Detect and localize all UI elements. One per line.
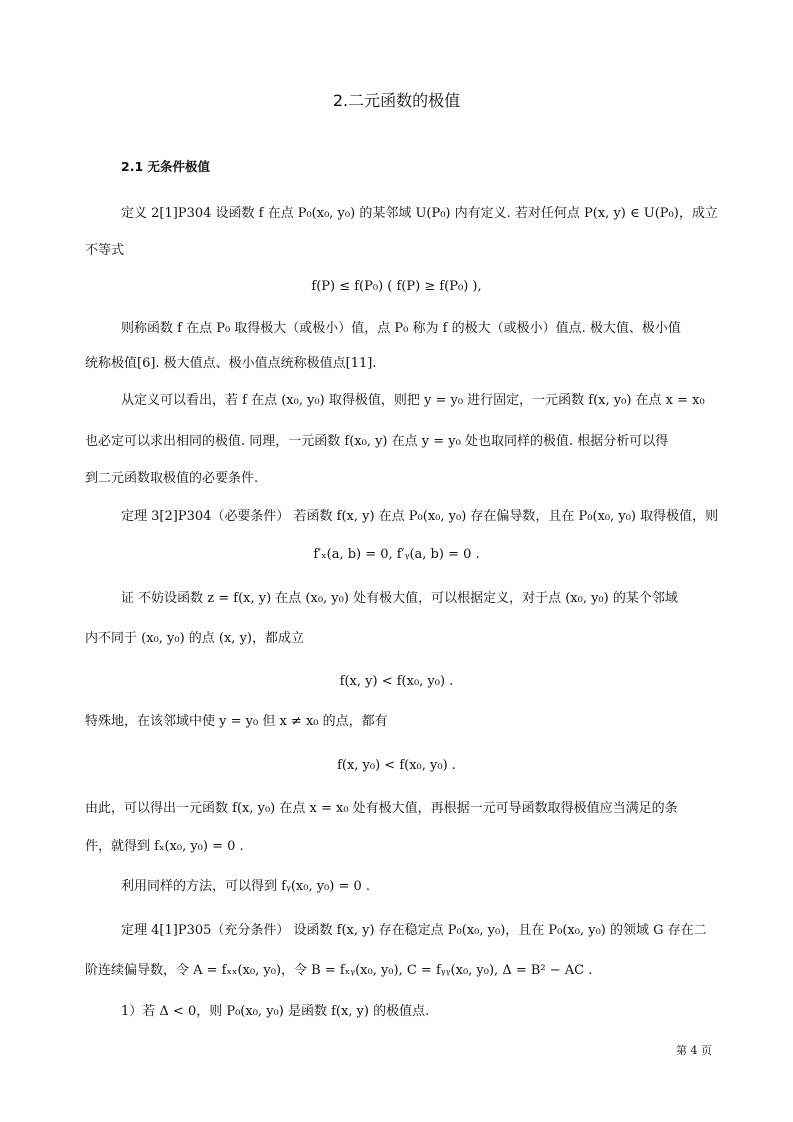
definition-2-line-1: 定义 2[1]P304 设函数 f 在点 P₀(x₀, y₀) 的某邻域 U(P₀) 内有定义. 若对任何点 P(x, y) ∈ U(P₀)，成立 xyxy=(121,206,718,221)
proof-line-4: 由此，可以得出一元函数 f(x, y₀) 在点 x = x₀ 处有极大值，再根据一元可导函数取得极值应当满足的条 xyxy=(85,801,678,816)
theorem-4-line-2: 阶连续偏导数，令 A = fₓₓ(x₀, y₀)，令 B = fₓᵧ(x₀, y₀), C = fᵧᵧ(x₀, y₀), Δ = B² − AC . xyxy=(85,963,593,978)
definition-2-line-3: 则称函数 f 在点 P₀ 取得极大（或极小）值，点 P₀ 称为 f 的极大（或极小）值点. 极大值、极小值 xyxy=(121,321,681,336)
paragraph-line-1: 从定义可以看出，若 f 在点 (x₀, y₀) 取得极值，则把 y = y₀ 进行固定，一元函数 f(x, y₀) 在点 x = x₀ xyxy=(121,393,705,408)
proof-formula-2: f(x, y₀) < f(x₀, y₀) . xyxy=(337,758,456,773)
page-title: 2.二元函数的极值 xyxy=(332,91,461,110)
proof-line-1: 证 不妨设函数 z = f(x, y) 在点 (x₀, y₀) 处有极大值，可以根据定义，对于点 (x₀, y₀) 的某个邻域 xyxy=(121,591,678,606)
proof-line-5: 件，就得到 fₓ(x₀, y₀) = 0 . xyxy=(85,839,244,854)
theorem-3-line-1: 定理 3[2]P304（必要条件） 若函数 f(x, y) 在点 P₀(x₀, y₀) 存在偏导数，且在 P₀(x₀, y₀) 取得极值，则 xyxy=(121,509,719,524)
inequality-formula: f(P) ≤ f(P₀) ( f(P) ≥ f(P₀) ), xyxy=(311,279,482,294)
paragraph-line-2: 也必定可以求出相同的极值. 同理，一元函数 f(x₀, y) 在点 y = y₀ 处也取同样的极值. 根据分析可以得 xyxy=(85,434,669,449)
proof-formula-1: f(x, y) < f(x₀, y₀) . xyxy=(339,674,454,689)
partial-derivative-formula: f′ₓ(a, b) = 0, f′ᵧ(a, b) = 0 . xyxy=(313,547,480,562)
paragraph-line-3: 到二元函数取极值的必要条件. xyxy=(85,471,259,486)
theorem-4-line-1: 定理 4[1]P305（充分条件） 设函数 f(x, y) 存在稳定点 P₀(x₀, y₀)，且在 P₀(x₀, y₀) 的领域 G 存在二 xyxy=(121,923,707,938)
proof-line-3: 特殊地，在该邻域中使 y = y₀ 但 x ≠ x₀ 的点，都有 xyxy=(85,714,388,729)
proof-line-2: 内不同于 (x₀, y₀) 的点 (x, y)，都成立 xyxy=(85,631,304,646)
section-heading: 2.1 无条件极值 xyxy=(121,159,210,174)
definition-2-line-2: 不等式 xyxy=(85,243,125,258)
page-number: 第 4 页 xyxy=(676,1044,712,1057)
proof-line-6: 利用同样的方法，可以得到 fᵧ(x₀, y₀) = 0 . xyxy=(121,879,371,894)
theorem-4-item-1: 1）若 Δ < 0，则 P₀(x₀, y₀) 是函数 f(x, y) 的极值点. xyxy=(121,1004,430,1019)
definition-2-line-4: 统称极值[6]. 极大值点、极小值点统称极值点[11]. xyxy=(85,356,377,371)
